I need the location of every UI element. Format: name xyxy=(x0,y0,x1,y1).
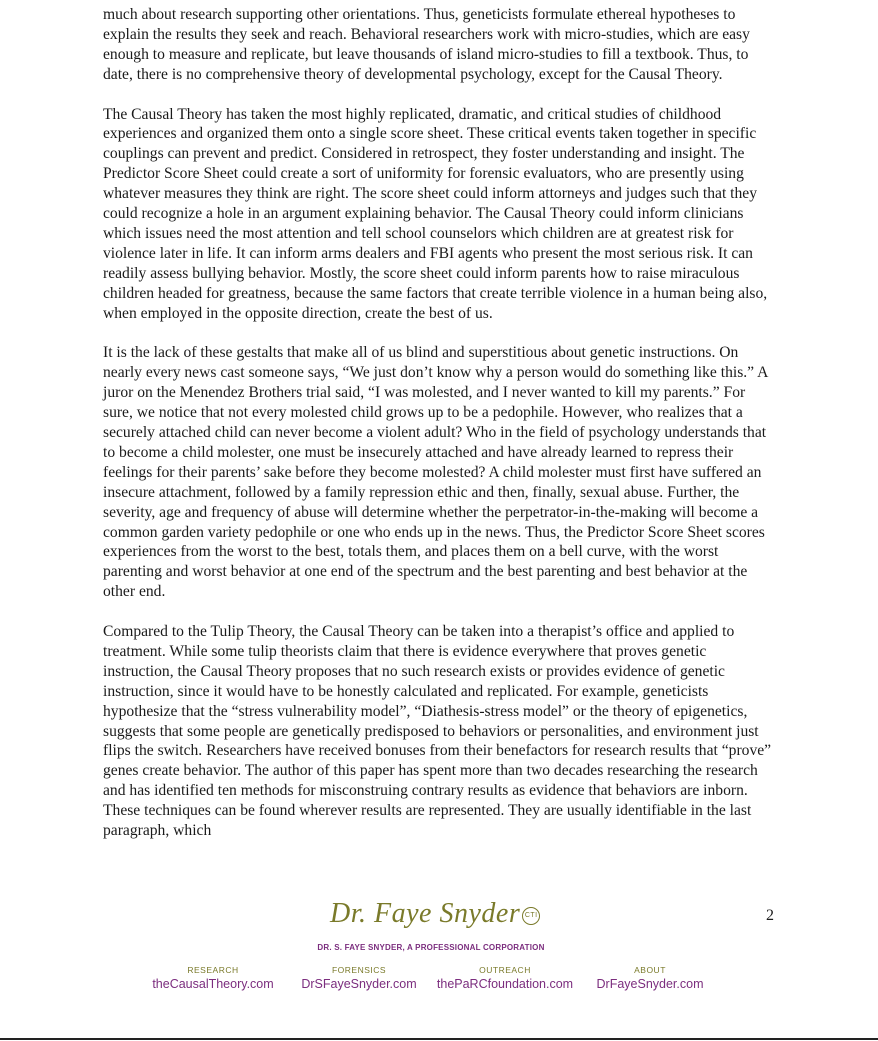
paragraph-2: The Causal Theory has taken the most highly replicated, dramatic, and critical studies of childhood experiences and organized them onto a single score sheet. These critical events taken together in specific couplings can prevent and predict. Considered in retrospect, they foster understanding and insight. The Predictor Score Sheet could create a sort of uniformity for forensic evaluators, who are presently using whatever measures they think are right. The score sheet could inform attorneys and judges such that they could recognize a hole in an argument explaining behavior. The Causal Theory could inform clinicians which issues need the most attention and tell school counselors which children are at greatest risk for violence later in life. It can inform arms dealers and FBI agents who present the most serious risk. It can readily assess bullying behavior. Mostly, the score sheet could inform parents how to raise miraculous children headed for greatness, because the same factors that create terrible violence in a human being also, when employed in the opposite direction, create the best of us. xyxy=(103,105,768,322)
footer-category: RESEARCH xyxy=(187,965,239,975)
footer-links xyxy=(0,964,878,994)
footer-link-about[interactable] xyxy=(595,964,705,992)
footer-category: ABOUT xyxy=(634,965,666,975)
footer-url[interactable]: DrFayeSnyder.com xyxy=(596,977,704,991)
footer-link-outreach[interactable] xyxy=(433,964,577,992)
footer-url[interactable]: DrSFayeSnyder.com xyxy=(301,977,417,991)
body-text xyxy=(103,5,775,861)
footer-category: OUTREACH xyxy=(479,965,531,975)
page-number: 2 xyxy=(766,907,774,924)
cti-mark: CTI xyxy=(522,907,540,925)
paragraph-1: much about research supporting other orientations. Thus, geneticists formulate ethereal hypotheses to explain the results they seek and reach. Behavioral researchers work with micro-studies, which are easy enough to measure and replicate, but leave thousands of island micro-studies to fill a textbook. Thus, to date, there is no comprehensive theory of developmental psychology, except for the Causal Theory. xyxy=(103,6,750,83)
paragraph-3: It is the lack of these gestalts that make all of us blind and superstitious about genetic instructions. On nearly every news cast someone says, “We just don’t know why a person would do something like this.” A juror on the Menendez Brothers trial said, “I was molested, and I never wanted to kill my parents.” For sure, we notice that not every molested child grows up to be a pedophile. However, who realizes that a securely attached child can never become a violent adult? Who in the field of psychology understands that to become a child molester, one must be insecurely attached and have already learned to repress their feelings for their parents’ sake before they become molested? A child molester must first have suffered an insecure attachment, followed by a family repression ethic and then, finally, sexual abuse. Further, the severity, age and frequency of abuse will determine whether the perpetrator-in-the-making will become a common garden variety pedophile or one who ends up in the news. Thus, the Predictor Score Sheet scores experiences from the worst to the best, totals them, and places them on a bell curve, with the worst parenting and worst behavior at one end of the spectrum and the best parenting and best behavior at the other end. xyxy=(103,344,768,601)
signature-logo xyxy=(330,898,540,942)
footer-link-research[interactable] xyxy=(150,964,276,992)
bottom-divider xyxy=(0,1038,878,1040)
paragraph-4: Compared to the Tulip Theory, the Causal Theory can be taken into a therapist’s office and applied to treatment. While some tulip theorists claim that there is evidence everywhere that proves genetic instruction, the Causal Theory proposes that no such research exists or provides evidence of genetic instruction, since it would have to be honestly calculated and replicated. For example, geneticists hypothesize that the “stress vulnerability model”, “Diathesis-stress model” or the theory of epigenetics, suggests that some people are genetically predisposed to behaviors or personalities, and environment just flips the switch. Researchers have received bonuses from their benefactors for research results that “prove” genes create behavior. The author of this paper has spent more than two decades researching the research and has identified ten methods for misconstruing contrary results as evidence that behaviors are inborn. These techniques can be found wherever results are represented. They are usually identifiable in the last paragraph, which xyxy=(103,623,772,840)
footer-link-forensics[interactable] xyxy=(300,964,418,992)
footer-url[interactable]: thePaRCfoundation.com xyxy=(436,977,574,991)
corporation-name: DR. S. FAYE SNYDER, A PROFESSIONAL CORPORATION xyxy=(317,943,545,952)
footer-category: FORENSICS xyxy=(331,965,387,975)
footer-url[interactable]: theCausalTheory.com xyxy=(152,977,274,991)
logo-text: Dr. Faye Snyder xyxy=(330,898,521,929)
